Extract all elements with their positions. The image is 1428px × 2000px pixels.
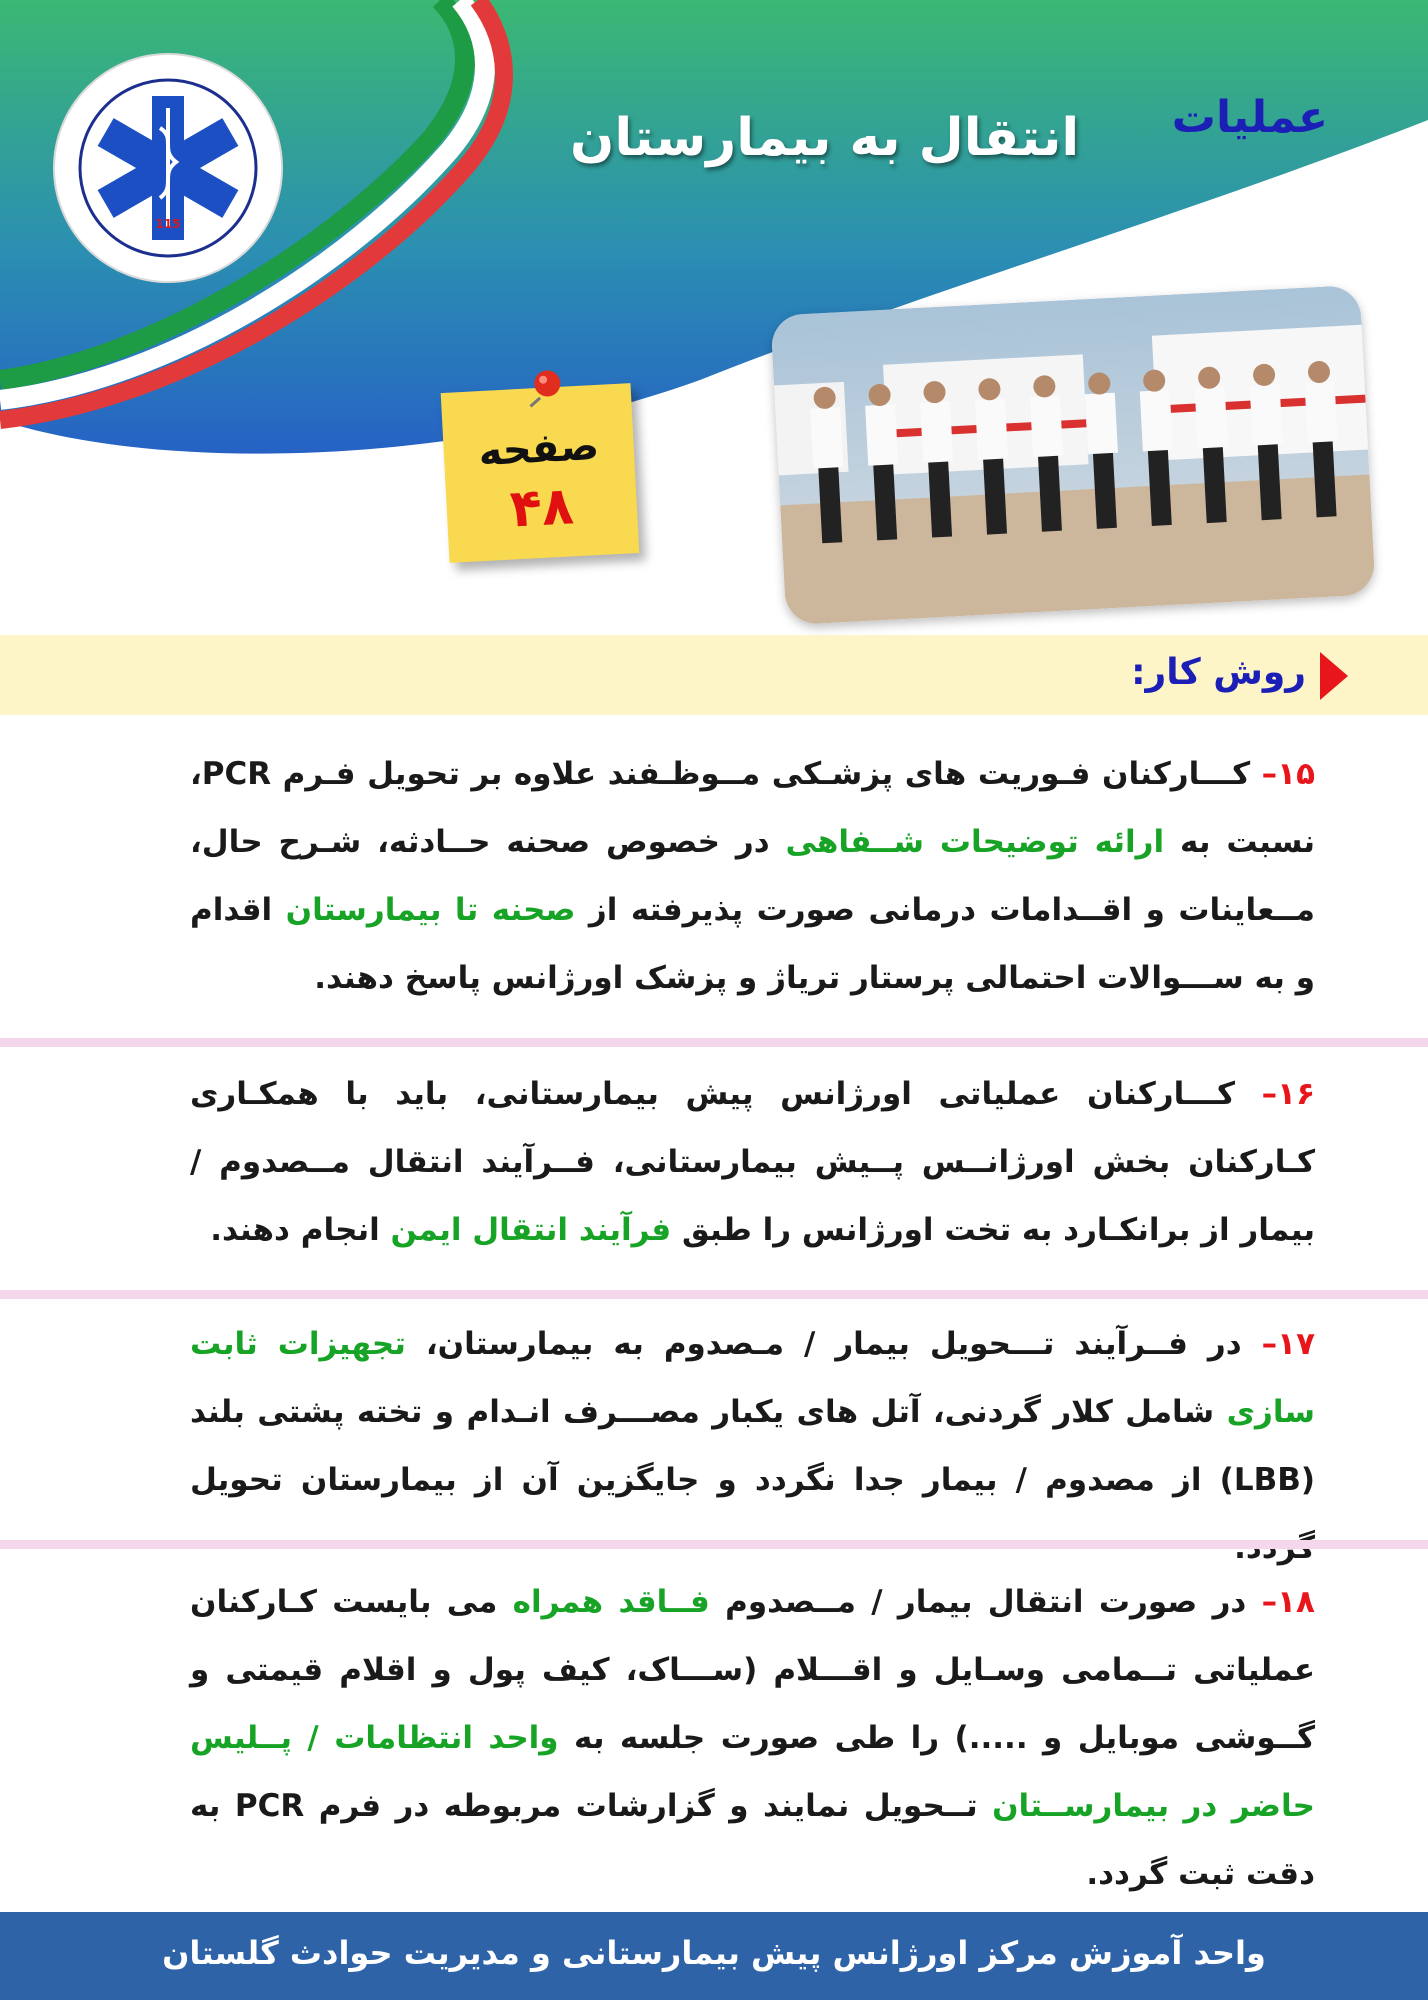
item-number: ۱۸– bbox=[1261, 1584, 1315, 1620]
item-number: ۱۶– bbox=[1261, 1076, 1315, 1112]
pushpin-icon bbox=[525, 367, 567, 409]
team-photo bbox=[770, 285, 1375, 625]
page-title: انتقال به بیمارستان bbox=[570, 108, 1080, 168]
item-text: کـــارکنان فـوریت های پزشـکی مــوظـفند علاوه بر تحویل فـرم PCR، نسبت به bbox=[190, 756, 1316, 860]
page-number-note bbox=[441, 383, 640, 563]
item-highlight: صحنه تا بیمارستان bbox=[285, 892, 576, 928]
logo-number: 115 bbox=[155, 217, 181, 231]
procedure-item-15 bbox=[190, 740, 1315, 1012]
procedure-item-16 bbox=[190, 1060, 1315, 1264]
star-of-life-icon bbox=[50, 50, 286, 286]
item-number: ۱۵– bbox=[1261, 756, 1315, 792]
procedure-item-18 bbox=[190, 1568, 1315, 1908]
item-text: در فــرآیند تـــحویل بیمار / مـصدوم به بیمارستان، bbox=[405, 1326, 1262, 1362]
arrow-bullet-icon bbox=[1320, 652, 1348, 700]
page-number: ۴۸ bbox=[508, 476, 576, 540]
item-highlight: فــاقد همراه bbox=[512, 1584, 710, 1620]
ems-logo bbox=[50, 50, 286, 286]
item-highlight: تجهیزات ثابت سازی bbox=[190, 1326, 1315, 1430]
item-highlight: ارائه توضیحات شــفاهی bbox=[785, 824, 1165, 860]
item-text: در خصوص صحنه حــادثه، شـرح حال، مــعاینات و اقــدامات درمانی صورت پذیرفته از bbox=[190, 824, 1315, 928]
item-text: در صورت انتقال بیمار / مــصدوم bbox=[709, 1584, 1262, 1620]
page-label: صفحه bbox=[477, 422, 601, 476]
item-text: اقدام و به ســـوالات احتمالی پرستار تریاژ و پزشک اورژانس پاسخ دهند. bbox=[190, 892, 1315, 996]
item-text: می بایست کـارکنان عملیاتی تــمامی وسـایل و اقـــلام (ســـاک، کیف پول و اقلام قیمتی و گــوشی موبایل و .....) را طی صورت جلسه به bbox=[190, 1584, 1315, 1756]
team-photo-image bbox=[770, 285, 1375, 625]
item-text: انجام دهند. bbox=[210, 1212, 391, 1248]
item-highlight: واحد انتظامات / پــلیس حاضر در بیمارســتان bbox=[190, 1720, 1315, 1824]
item-divider bbox=[0, 1038, 1428, 1047]
item-highlight: فرآیند انتقال ایمن bbox=[390, 1212, 672, 1248]
item-number: ۱۷– bbox=[1261, 1326, 1315, 1362]
footer-text: واحد آموزش مرکز اورژانس پیش بیمارستانی و مدیریت حوادث گلستان bbox=[162, 1934, 1266, 1972]
item-divider bbox=[0, 1540, 1428, 1549]
category-label: عملیات bbox=[1171, 92, 1328, 143]
item-divider bbox=[0, 1290, 1428, 1299]
section-title: روش کار: bbox=[1131, 652, 1306, 693]
item-text: شامل کلار گردنی، آتل های یکبار مصـــرف انـدام و تخته پشتی بلند (LBB) از مصدوم / بیمار جدا نگردد و جایگزین آن از بیمارستان تحویل bbox=[190, 1394, 1315, 1498]
item-text: تــحویل نمایند و گزارشات مربوطه در فرم PCR به دقت ثبت گردد. bbox=[190, 1788, 1315, 1892]
item-text: کـــارکنان عملیاتی اورژانس پیش بیمارستانی، باید با همکـاری کـارکنان بخش اورژانــس پــیش بیمارستانی، فــرآیند انتقال مــصدوم / بیمار از برانکـارد به تخت اورژانس را طبق bbox=[190, 1076, 1315, 1248]
